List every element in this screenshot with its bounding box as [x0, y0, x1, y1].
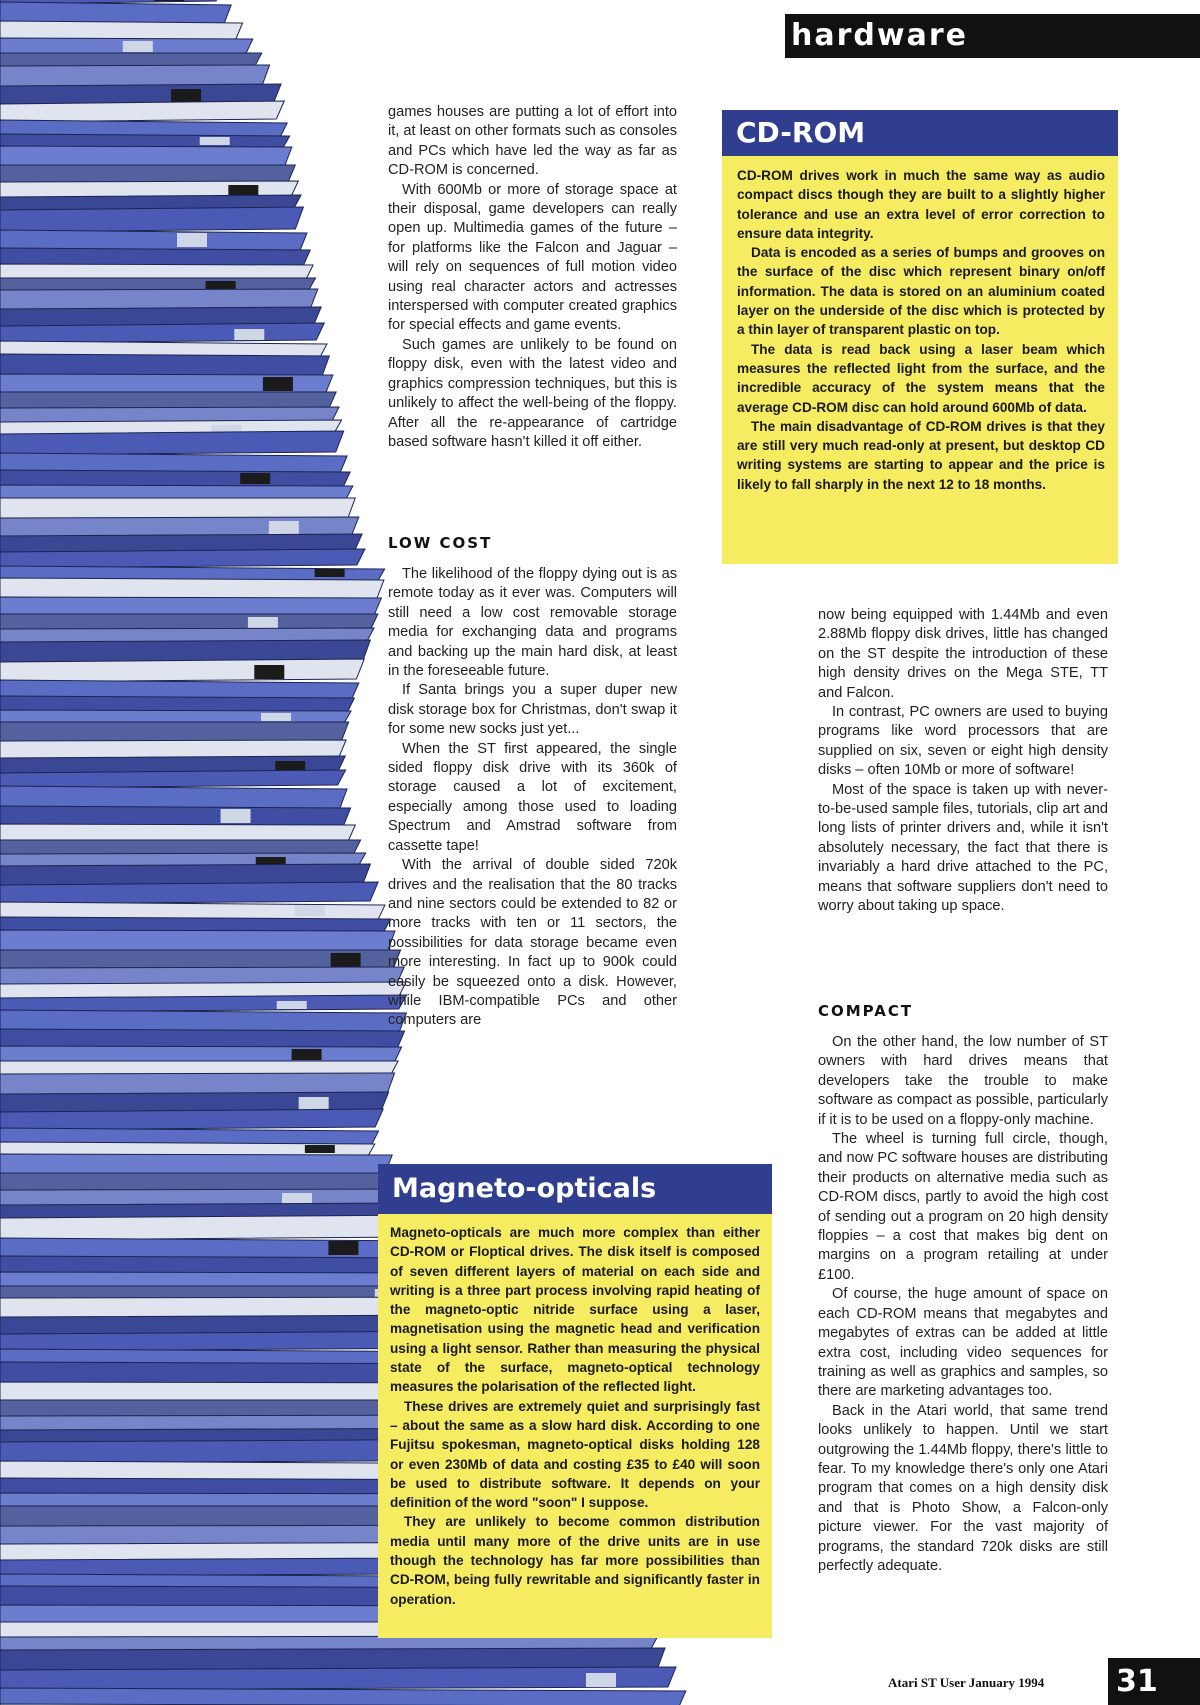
footer-text: Atari ST User January 1994: [888, 1675, 1045, 1690]
paragraph: On the other hand, the low number of ST owners with hard drives means that developers take the trouble to make software as compact as possible, particularly if it is to be used on a floppy-only machine.: [818, 1034, 1108, 1128]
paragraph: Back in the Atari world, that same trend looks unlikely to happen. Until we start outgrowing the 1.44Mb floppy, there's little to fear. To my knowledge there's only one Atari program that comes on a high density disk and that is Photo Show, a Falcon-only picture viewer. For the vast majority of programs, the standard 720k disks are still perfectly adequate.: [818, 1402, 1108, 1574]
column-1-top: [388, 103, 677, 452]
section-tab: hardware: [785, 14, 1200, 58]
paragraph: In contrast, PC owners are used to buying programs like word processors that are supplied on six, seven or eight high density disks – often 10Mb or more of software!: [818, 704, 1108, 779]
low-cost-heading: LOW COST: [388, 534, 493, 552]
paragraph: Most of the space is taken up with never-to-be-used sample files, tutorials, clip art and long lists of printer drivers and, while it isn't absolutely necessary, the fact that there is invariably a hard drive attached to the PC, means that software suppliers don't need to worry about taking up space.: [818, 781, 1108, 915]
compact-section: [818, 1033, 1108, 1576]
paragraph: With the arrival of double sided 720k drives and the realisation that the 80 tracks and nine sectors could be extended to 82 or more tracks with ten or 11 sectors, the possibilities for data storage became even more interesting. In fact up to 900k could easily be squeezed onto a disk. However, while IBM-compatible PCs and other computers are: [388, 857, 677, 1029]
paragraph: CD-ROM drives work in much the same way as audio compact discs though they are built to a slightly higher tolerance and use an extra level of error correction to ensure data integrity.: [737, 168, 1105, 241]
paragraph: The data is read back using a laser beam which measures the reflected light from the surface, and the incredible accuracy of the system means that the average CD-ROM disc can hold around 600Mb of data.: [737, 341, 1105, 415]
paragraph: These drives are extremely quiet and surprisingly fast – about the same as a slow hard disk. According to one Fujitsu spokesman, magneto-optical disks holding 128 or even 230Mb of data and costing £35 to £40 will soon be used to distribute software. It depends on your definition of the word "soon" I suppose.: [390, 1398, 760, 1511]
paragraph: games houses are putting a lot of effort into it, at least on other formats such as consoles and PCs which have led the way as far as CD-ROM is concerned.: [388, 104, 677, 179]
paragraph: The likelihood of the floppy dying out is as remote today as it ever was. Computers will still need a low cost removable storage media for exchanging data and programs and backing up the main hard disk, at least in the foreseeable future.: [388, 566, 677, 680]
paragraph: now being equipped with 1.44Mb and even 2.88Mb floppy disk drives, little has changed on the ST despite the introduction of these high density drives on the Mega STE, TT and Falcon.: [818, 607, 1108, 701]
mo-box-body: [378, 1214, 772, 1638]
low-cost-section: [388, 565, 677, 1031]
paragraph: Data is encoded as a series of bumps and grooves on the surface of the disc which represent binary on/off information. The data is stored on an aluminium coated layer on the underside of the disc which is protected by a thin layer of transparent plastic on top.: [737, 245, 1105, 338]
paragraph: Such games are unlikely to be found on floppy disk, even with the latest video and graphics compression techniques, but this is unlikely to affect the well-being of the floppy. After all the re-appearance of cartridge based software hasn't killed it off either.: [388, 336, 677, 450]
paragraph: Magneto-opticals are much more complex than either CD-ROM or Floptical drives. The disk itself is composed of seven different layers of material on each side and writing is a three part process involving rapid heating of the magneto-optic nitride surface using a laser, magnetisation using the magnetic head and verification using a light sensor. Rather than measuring the physical state of the surface, magneto-optical technology measures the polarisation of the reflected light.: [390, 1225, 760, 1395]
paragraph: When the ST first appeared, the single sided floppy disk drive with its 360k of storage caused a lot of excitement, especially among those used to loading Spectrum and Amstrad software from cassette tape!: [388, 740, 677, 854]
page-number: 31: [1108, 1658, 1200, 1705]
paragraph: The main disadvantage of CD-ROM drives is that they are still very much read-only at present, but desktop CD writing systems are starting to appear and the price is likely to fall sharply in the next 12 to 18 months.: [737, 418, 1105, 492]
mo-box-title: Magneto-opticals: [378, 1164, 772, 1214]
paragraph: If Santa brings you a super duper new disk storage box for Christmas, don't swap it for some new socks just yet...: [388, 682, 677, 738]
paragraph: The wheel is turning full circle, though, and now PC software houses are distributing their products on alternative media such as CD-ROM discs, partly to avoid the high cost of sending out a program on 20 high density floppies – a cost that makes big dent on margins on a program retailing at under £100.: [818, 1131, 1108, 1283]
cdrom-box-title: CD-ROM: [722, 110, 1118, 156]
paragraph: They are unlikely to become common distribution media until many more of the drive units are in use though the technology has far more possibilities than CD-ROM, being fully rewritable and significantly faster in operation.: [390, 1514, 760, 1607]
paragraph: Of course, the huge amount of space on each CD-ROM means that megabytes and megabytes of extras can be added at little extra cost, including video sequences for training as well as graphics and samples, so there are marketing advantages too.: [818, 1286, 1108, 1400]
compact-heading: COMPACT: [818, 1002, 914, 1020]
cdrom-box-body: [722, 156, 1118, 564]
paragraph: With 600Mb or more of storage space at their disposal, game developers can really open up. Multimedia games of the future – for platforms like the Falcon and Jaguar – will rely on sequences of full motion video using real character actors and actresses interspersed with computer created graphics for special effects and game events.: [388, 181, 677, 334]
column-3: [818, 606, 1108, 917]
